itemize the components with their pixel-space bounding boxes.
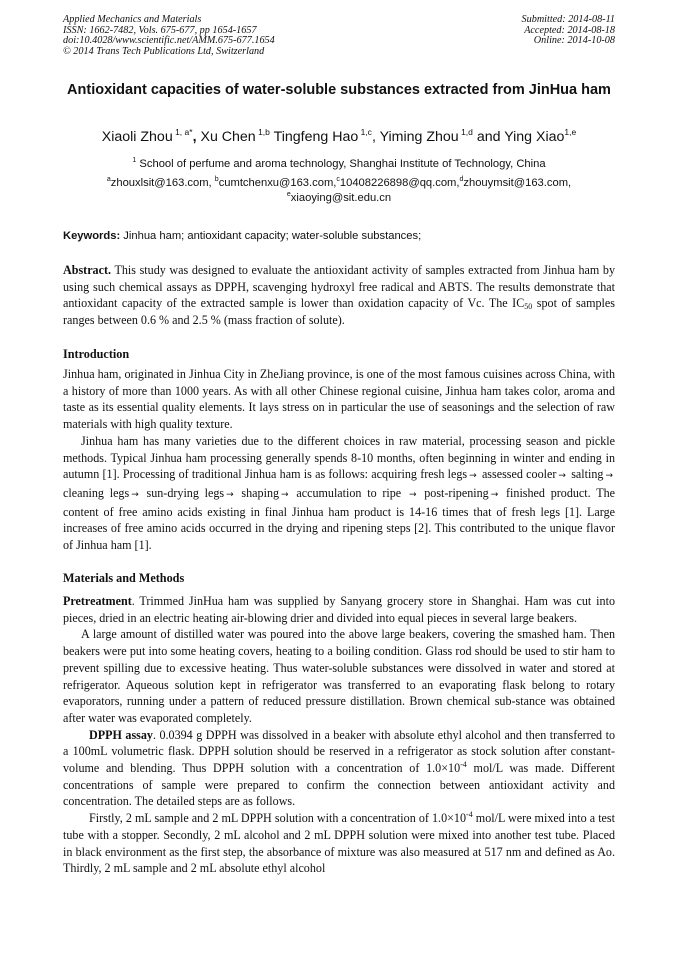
author-name: Ying Xiao [504, 129, 565, 145]
author-sup: 1,c [358, 127, 372, 137]
abstract [63, 262, 615, 329]
intro-paragraph-1: Jinhua ham, originated in Jinhua City in ZheJiang province, is one of the most famous cuisines across China, with a history of more than 1000 years. As with all other Chinese regional cuisine, Jinhua ham takes color, aroma and taste as its essential quality elements. It lays stress on in particular the use of seasonings and the selection of raw materials with high quality texture. [63, 367, 615, 432]
procedure-paragraph [63, 810, 615, 877]
methods-heading: Materials and Methods [63, 571, 185, 585]
process-step: assessed cooler [478, 467, 557, 482]
ic50-sub: 50 [524, 302, 533, 312]
email-link[interactable]: xiaoying@sit.edu.cn [290, 192, 392, 204]
procedure-text: mol/L were mixed into a test tube with a stopper. Secondly, 2 mL alcohol and 2 mL DPPH solution were mixed into another test tube. Placed in black environment as the first step, the absorbance of mixture was also measured at 517 nm and defined as Ao. Thirdly, 2 mL sample and 2 mL absolute ethyl alcohol [63, 811, 615, 876]
process-step: cleaning legs [63, 485, 130, 500]
email-sup: b [214, 176, 219, 183]
keywords-text: Jinhua ham; antioxidant capacity; water-soluble substances; [120, 230, 422, 242]
copyright-line: © 2014 Trans Tech Publications Ltd, Switzerland [63, 45, 265, 57]
process-step: sun-drying legs [140, 485, 225, 500]
issn-line: ISSN: 1662-7482, Vols. 675-677, pp 1654-1657 [63, 24, 257, 36]
author-sup: 1,b [255, 127, 270, 137]
email-sup: e [286, 191, 291, 198]
dpph-text: . 0.0394 g DPPH was dissolved in a beaker with absolute ethyl alcohol and then transferred to a 100mL volumetric flask. DPPH solution should be reserved in a refrigerator as stock solution after constant-volume and blending. Thus DPPH solution with a concentration of 1.0×10 [63, 727, 615, 776]
email-sup: a [106, 176, 111, 183]
arrow-icon: → [605, 471, 613, 482]
exponent: -4 [466, 810, 473, 820]
intro-paragraph-2 [63, 433, 615, 554]
process-step: accumulation to ripe [290, 485, 407, 500]
author-name: Tingfeng Hao [273, 129, 359, 145]
intro-text: The content of free amino acids existing in final Jinhua ham product is 14-16 times that of fresh legs [1]. Large increases of free amino acids occurred in the drying and ripening steps [2]. This contributed to the unique flavor of Jinhua ham [1]. [63, 485, 616, 553]
exponent: -4 [460, 760, 467, 770]
accepted-date: Accepted: 2014-08-18 [524, 24, 615, 36]
author-name: Yiming Zhou [379, 129, 459, 145]
author-separator: , [192, 129, 197, 145]
affiliation-sup: 1 [132, 157, 137, 164]
dpph-text: mol/L was made. Different concentrations of sample were prepared to confirm the connection between antioxidant activity and concentration. The detailed steps are as follows. [63, 761, 616, 809]
methods-body [63, 593, 615, 877]
affiliation-text: School of perfume and aroma technology, Shanghai Institute of Technology, China [136, 158, 546, 170]
author-sup: 1,d [458, 127, 473, 137]
process-step: shaping [235, 485, 280, 500]
email-link[interactable]: cumtchenxu@163.com, [218, 177, 337, 189]
arrow-icon: → [131, 489, 139, 500]
introduction-heading: Introduction [63, 347, 130, 361]
pretreatment-text: . Trimmed JinHua ham was supplied by Sanyang grocery store in Shanghai. Ham was cut into pieces, dried in an electric heating air-blowing drier and divided into equal pieces in several large beakers. [63, 594, 615, 625]
journal-info [63, 15, 275, 57]
arrow-icon: → [490, 489, 499, 500]
email-sup: c [336, 176, 340, 183]
abstract-label: Abstract. [63, 263, 112, 277]
process-step: salting [567, 467, 604, 482]
keywords-label: Keywords: [63, 230, 121, 242]
pretreatment-paragraph [63, 593, 615, 626]
email-list [63, 176, 615, 206]
arrow-icon: → [469, 471, 477, 482]
arrow-icon: → [281, 489, 289, 500]
author-list [30, 128, 648, 146]
author-name: Xiaoli Zhou [101, 129, 173, 145]
arrow-icon: → [226, 489, 234, 500]
email-link[interactable]: zhouxlsit@163.com, [110, 177, 215, 189]
dates-info [522, 15, 615, 47]
introduction-body [63, 366, 615, 554]
author-separator: and [472, 129, 505, 145]
online-date: Online: 2014-10-08 [533, 35, 615, 47]
process-step: post-ripening [418, 485, 489, 500]
submitted-date: Submitted: 2014-08-11 [521, 14, 615, 25]
affiliation [63, 156, 615, 172]
dpph-paragraph [63, 727, 615, 811]
extraction-paragraph: A large amount of distilled water was poured into the above large beakers, covering the smashed ham. Then beakers were put into some heating covers, heating to a boiling condition. Glass rod should be used to stir ham to prevent spilling due to excessive heating. Thus water-soluble substances were dissolved in water and stored at refrigerator. Aqueous solution kept in refrigerator was transferred to an evaporating flask belong to rotary evaporators, running under a pattern of reduced pressure distillation. Brown chemical sub-stance was obtained after water was evaporated completely. [63, 627, 615, 725]
intro-text: Jinhua ham has many varieties due to the different choices in raw material, processing season and pickle methods. Typical Jinhua ham processing generally spends 8-10 months, often beginning in winter and ending in autumn [1]. Processing of traditional Jinhua ham is as follows: acquiring fresh legs [63, 433, 615, 482]
procedure-text: Firstly, 2 mL sample and 2 mL DPPH solution with a concentration of 1.0×10 [89, 811, 467, 826]
doi-line: doi:10.4028/www.scientific.net/AMM.675-677.1654 [63, 35, 275, 47]
author-separator: , [371, 129, 376, 145]
author-sup: 1, a* [172, 127, 193, 137]
arrow-icon: → [408, 489, 417, 500]
email-link[interactable]: zhouymsit@163.com, [463, 177, 572, 189]
keywords [63, 228, 615, 244]
author-name: Xu Chen [200, 129, 256, 145]
dpph-label: DPPH assay [89, 727, 153, 742]
paper-title: Antioxidant capacities of water-soluble substances extracted from JinHua ham [67, 82, 611, 98]
email-sup: d [459, 176, 464, 183]
abstract-text: This study was designed to evaluate the antioxidant activity of samples extracted from Jinhua ham by using such chemical assays as DPPH, scavenging hydroxyl free radical and ABTS. The results demonstrate that antioxidant capacity of the extracted sample is lower than oxidation capacity of Vc. The IC [63, 263, 615, 311]
arrow-icon: → [558, 471, 566, 482]
email-link[interactable]: 10408226898@qq.com, [339, 177, 460, 189]
journal-name: Applied Mechanics and Materials [63, 14, 202, 25]
author-sup: 1,e [564, 127, 577, 137]
process-step: finished product. [500, 485, 591, 500]
abstract-paragraph [63, 262, 615, 329]
pretreatment-label: Pretreatment [63, 594, 132, 608]
abstract-text: spot of samples ranges between 0.6 % and 2.5 % (mass fraction of solute). [63, 296, 615, 328]
